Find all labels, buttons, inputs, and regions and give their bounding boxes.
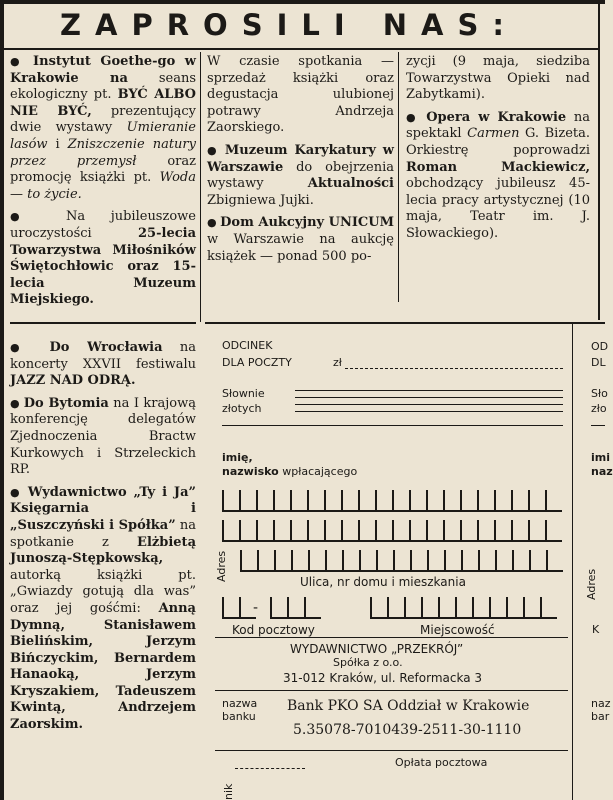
entry-text: na spektakl <box>406 109 590 142</box>
form-label: Kod pocztowy <box>232 623 315 637</box>
opera-title: Carmen <box>467 126 520 142</box>
form-label: Słownie <box>222 387 265 400</box>
entry-wroclaw <box>10 340 196 390</box>
form-label: naz <box>591 465 613 478</box>
char-box[interactable] <box>359 550 376 572</box>
form-label: złotych <box>222 402 262 415</box>
form-label: banku <box>222 710 256 723</box>
char-box[interactable] <box>460 520 477 542</box>
form-label: nik <box>222 783 235 800</box>
book-title: Woda — to życie. <box>10 170 196 202</box>
section-rule <box>10 322 196 324</box>
char-box[interactable] <box>427 550 444 572</box>
char-box[interactable] <box>506 597 523 619</box>
char-box[interactable] <box>324 520 341 542</box>
recipient-name: WYDAWNICTWO „PRZEKRÓJ” <box>290 642 464 656</box>
form-label: Adres <box>215 550 228 582</box>
entry-text: na koncerty XXVII festiwalu <box>10 340 196 372</box>
form-rule <box>215 637 568 638</box>
words-line[interactable] <box>295 397 563 398</box>
char-box[interactable] <box>494 520 511 542</box>
char-box[interactable] <box>444 550 461 572</box>
recipient-company: Spółka z o.o. <box>333 656 403 669</box>
char-box[interactable] <box>324 490 341 512</box>
address-boxes[interactable] <box>240 550 568 572</box>
char-box[interactable] <box>489 597 506 619</box>
char-box[interactable] <box>307 520 324 542</box>
char-box[interactable] <box>341 520 358 542</box>
char-box[interactable] <box>545 520 562 542</box>
form-label <box>222 465 357 478</box>
char-box[interactable] <box>421 597 438 619</box>
entry-text: i <box>55 136 60 152</box>
char-box[interactable] <box>545 490 562 512</box>
exhibition-title: Zniszczenie natury przez przemysł <box>10 136 196 169</box>
form-rule <box>215 690 568 691</box>
char-box[interactable] <box>455 597 472 619</box>
entry-org: Dom Aukcyjny UNICUM <box>220 215 394 231</box>
char-box[interactable] <box>375 520 392 542</box>
entry-text: Na jubileuszowe uroczystości <box>10 209 196 241</box>
char-box[interactable] <box>494 490 511 512</box>
char-box[interactable] <box>325 550 342 572</box>
char-box[interactable] <box>443 520 460 542</box>
char-box[interactable] <box>291 550 308 572</box>
entry-org: Muzeum Karykatury w Warszawie <box>207 142 394 175</box>
char-box[interactable] <box>240 550 257 572</box>
char-box[interactable] <box>404 597 421 619</box>
entry-text: autorką książki pt. „Gwiazdy gotują dla was” oraz jej gośćmi: <box>10 567 196 616</box>
char-box[interactable] <box>409 490 426 512</box>
form-label: DLA POCZTY <box>222 356 292 369</box>
char-box[interactable] <box>222 520 239 542</box>
stamp-area <box>235 768 305 769</box>
entry-guests: Anną Dymną, Stanisławem Bielińskim, Jerzym Bińczyckim, Bernardem Hanaoką, Jerzym Kryszakiem, Tadeuszem Kwintą, Andrzejem Zaorskim. <box>10 600 196 733</box>
column-1-bottom <box>10 340 196 740</box>
char-box[interactable] <box>409 520 426 542</box>
entry-text: seans ekologiczny pt. <box>10 70 196 103</box>
entry-text: obchodzący jubileusz 45-lecia pracy artystycznej (10 maja, Teatr im. J. Słowackiego). <box>406 176 590 241</box>
entry-title: JAZZ NAD ODRĄ. <box>10 373 136 389</box>
words-line[interactable] <box>295 390 563 391</box>
char-box[interactable] <box>528 520 545 542</box>
exhibition-title: Umieranie lasów <box>10 120 196 152</box>
char-box[interactable] <box>511 490 528 512</box>
char-box[interactable] <box>370 597 387 619</box>
entry-text: oraz promocję książki pt. <box>10 153 196 186</box>
char-box[interactable] <box>523 597 540 619</box>
char-box[interactable] <box>426 520 443 542</box>
entry-title: Aktualności <box>307 176 394 192</box>
char-box[interactable] <box>287 597 304 619</box>
char-box[interactable] <box>495 550 512 572</box>
form-label: zło <box>591 402 607 415</box>
column-divider <box>200 52 201 322</box>
char-box[interactable] <box>528 490 545 512</box>
char-box[interactable] <box>308 550 325 572</box>
column-2 <box>207 54 394 271</box>
name-boxes[interactable] <box>222 490 568 512</box>
words-line <box>591 425 605 426</box>
form-label: Ulica, nr domu i mieszkania <box>300 575 466 589</box>
entry-continuation <box>406 54 590 104</box>
form-label: Opłata pocztowa <box>395 756 488 769</box>
postal-dash: - <box>253 600 259 616</box>
entry-text: na I krajową konferencję delegatów Zjednoczenia Bractw Kurkowych i Strzeleckich RP. <box>10 395 196 478</box>
headline: ZAPROSILI NAS: <box>60 8 518 42</box>
entry-text: prezentujący dwie wystawy <box>10 103 196 136</box>
char-box[interactable] <box>239 490 256 512</box>
char-box[interactable] <box>478 550 495 572</box>
city-boxes[interactable] <box>370 597 568 619</box>
words-line[interactable] <box>295 404 563 405</box>
char-box[interactable] <box>387 597 404 619</box>
words-line[interactable] <box>222 425 563 426</box>
char-box[interactable] <box>511 520 528 542</box>
form-divider <box>572 322 573 800</box>
column-1 <box>10 54 196 315</box>
column-divider <box>398 52 399 302</box>
entry-jubilee <box>10 209 196 309</box>
entry-goethe <box>10 54 196 203</box>
entry-org: Do Wrocławia <box>49 340 163 355</box>
char-box[interactable] <box>257 550 274 572</box>
form-label: imię, <box>222 451 253 464</box>
entry-org: 25-lecia Towarzystwa Miłośników Świętochłowic oraz 15-lecia Muzeum Miejskiego. <box>10 225 196 308</box>
form-label: Miejscowość <box>420 623 495 637</box>
form-rule <box>215 750 568 751</box>
form-label: DL <box>591 356 606 369</box>
char-box[interactable] <box>358 490 375 512</box>
form-top-rule <box>205 322 605 324</box>
char-box[interactable] <box>477 490 494 512</box>
char-box[interactable] <box>410 550 427 572</box>
form-label: Sło <box>591 387 608 400</box>
char-box[interactable] <box>222 490 239 512</box>
headline-rule <box>4 48 598 50</box>
form-label-bold: nazwisko <box>222 465 279 478</box>
char-box[interactable] <box>426 490 443 512</box>
form-label: naz <box>591 697 611 710</box>
entry-title: BYĆ ALBO NIE BYĆ, <box>10 87 196 119</box>
entry-text: Zbigniewa Jujki. <box>207 192 314 208</box>
entry-org: Opera w Krakowie <box>426 109 567 125</box>
form-label: Adres <box>585 568 598 600</box>
char-box[interactable] <box>438 597 455 619</box>
char-box[interactable] <box>460 490 477 512</box>
entry-opera <box>406 110 590 243</box>
char-box[interactable] <box>304 597 321 619</box>
form-label: wpłacającego <box>282 465 358 478</box>
form-label: zł <box>333 356 342 369</box>
recipient-address: 31-012 Kraków, ul. Reformacka 3 <box>283 671 483 685</box>
char-box[interactable] <box>256 520 273 542</box>
form-label: nazwa <box>222 697 258 710</box>
entry-karykatura <box>207 143 394 209</box>
postal-code-boxes[interactable] <box>222 597 362 619</box>
column-3 <box>406 54 590 249</box>
char-box[interactable] <box>222 597 239 619</box>
form-label: K <box>592 623 600 636</box>
bank-name: Bank PKO SA Oddział w Krakowie <box>287 698 530 714</box>
entry-text: do obejrzenia wystawy <box>207 159 394 192</box>
char-box[interactable] <box>290 520 307 542</box>
top-border <box>0 0 605 4</box>
char-box[interactable] <box>273 490 290 512</box>
form-label: imi <box>591 451 611 464</box>
char-box[interactable] <box>392 520 409 542</box>
form-label: bar <box>591 710 610 723</box>
char-box[interactable] <box>392 490 409 512</box>
entry-text: zycji (9 maja, siedziba Towarzystwa Opieki nad Zabytkami). <box>406 54 590 103</box>
char-box[interactable] <box>273 520 290 542</box>
entry-person: Elżbietą Junoszą-Stępkowską, <box>10 534 196 567</box>
char-box[interactable] <box>307 490 324 512</box>
char-box[interactable] <box>376 550 393 572</box>
entry-org: Wydawnictwo „Ty i Ja” Księgarnia i „Suszczyński i Spółka” <box>10 484 196 533</box>
entry-text: W czasie spotkania — sprzedaż książki oraz degustacja ulubionej potrawy Andrzeja Zaorskiego. <box>207 54 394 136</box>
left-border <box>0 0 4 800</box>
right-border <box>598 0 600 320</box>
char-box[interactable] <box>342 550 359 572</box>
entry-text: na spotkanie z <box>10 517 196 550</box>
char-box[interactable] <box>540 597 557 619</box>
char-box[interactable] <box>290 490 307 512</box>
char-box[interactable] <box>443 490 460 512</box>
account-number: 5.35078-7010439-2511-30-1110 <box>293 722 522 738</box>
char-box[interactable] <box>375 490 392 512</box>
char-box[interactable] <box>239 520 256 542</box>
entry-org: Do Bytomia <box>23 395 109 411</box>
char-box[interactable] <box>512 550 529 572</box>
entry-unicum <box>207 215 394 265</box>
char-box[interactable] <box>256 490 273 512</box>
char-box[interactable] <box>341 490 358 512</box>
char-box[interactable] <box>477 520 494 542</box>
entry-org: Instytut Goethe-go w Krakowie na <box>10 54 196 86</box>
entry-person: Roman Mackiewicz, <box>406 159 590 175</box>
char-box[interactable] <box>529 550 546 572</box>
char-box[interactable] <box>358 520 375 542</box>
char-box[interactable] <box>472 597 489 619</box>
form-label: OD <box>591 340 609 353</box>
entry-text: G. Bizeta. Orkiestrę poprowadzi <box>406 126 590 158</box>
entry-publisher <box>10 485 196 734</box>
entry-continuation <box>207 54 394 137</box>
char-box[interactable] <box>461 550 478 572</box>
char-box[interactable] <box>270 597 287 619</box>
entry-text: w Warszawie na aukcję książek — ponad 500 po- <box>207 231 394 264</box>
char-box[interactable] <box>274 550 291 572</box>
name-boxes[interactable] <box>222 520 568 542</box>
char-box[interactable] <box>393 550 410 572</box>
char-box[interactable] <box>546 550 563 572</box>
amount-field[interactable] <box>345 368 563 369</box>
form-label: ODCINEK <box>222 339 273 352</box>
words-line[interactable] <box>295 411 563 412</box>
entry-bytom <box>10 396 196 479</box>
